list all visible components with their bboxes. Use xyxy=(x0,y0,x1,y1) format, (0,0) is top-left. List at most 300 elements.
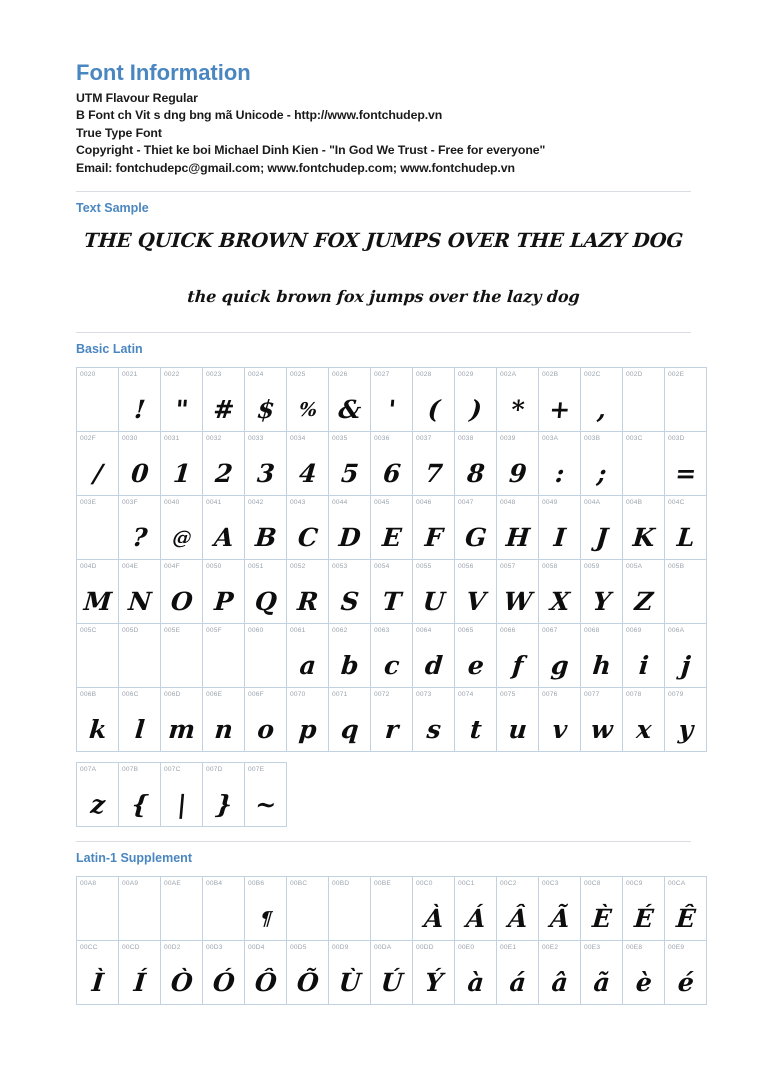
glyph-char xyxy=(77,422,119,431)
glyph-code: 0022 xyxy=(164,371,180,379)
glyph-cell[interactable] xyxy=(665,368,707,432)
glyph-cell[interactable] xyxy=(329,941,371,1005)
glyph-cell[interactable] xyxy=(329,496,371,560)
glyph-char: f xyxy=(511,651,525,681)
glyph-code: 0075 xyxy=(500,691,516,699)
glyph-code: 0071 xyxy=(332,691,348,699)
glyph-code: 004A xyxy=(584,499,601,507)
glyph-char: k xyxy=(87,715,108,745)
glyph-char: 9 xyxy=(507,459,528,489)
glyph-cell[interactable] xyxy=(161,560,203,624)
glyph-cell[interactable] xyxy=(665,688,707,752)
glyph-code: 00E8 xyxy=(626,944,643,952)
glyph-cell[interactable] xyxy=(413,432,455,496)
glyph-cell[interactable] xyxy=(287,496,329,560)
glyph-char: " xyxy=(174,395,190,425)
glyph-cell[interactable] xyxy=(329,560,371,624)
glyph-char: e xyxy=(466,651,486,681)
glyph-cell[interactable] xyxy=(119,432,161,496)
glyph-cell[interactable] xyxy=(203,368,245,432)
glyph-char: 4 xyxy=(297,459,318,489)
glyph-code: 0037 xyxy=(416,435,432,443)
glyph-cell[interactable] xyxy=(77,877,119,941)
glyph-cell[interactable] xyxy=(455,432,497,496)
glyph-char: Ã xyxy=(548,904,571,934)
glyph-cell[interactable] xyxy=(413,877,455,941)
font-info-line-email: Email: fontchudepc@gmail.com; www.fontchudep.com; www.fontchudep.vn xyxy=(76,160,515,175)
glyph-code: 005D xyxy=(122,627,139,635)
glyph-cell[interactable] xyxy=(245,368,287,432)
glyph-cell[interactable] xyxy=(539,688,581,752)
glyph-cell[interactable] xyxy=(581,432,623,496)
glyph-cell[interactable] xyxy=(539,496,581,560)
glyph-code: 002A xyxy=(500,371,517,379)
glyph-char xyxy=(77,931,119,940)
glyph-char: Ê xyxy=(675,904,697,934)
font-info-line-description: B Font ch Vit s dng bng mã Unicode - http://www.fontchudep.vn xyxy=(76,108,443,123)
glyph-char xyxy=(203,931,245,940)
glyph-code: 003A xyxy=(542,435,559,443)
glyph-cell[interactable] xyxy=(371,941,413,1005)
glyph-cell[interactable] xyxy=(245,877,287,941)
glyph-code: 0057 xyxy=(500,563,516,571)
glyph-cell[interactable] xyxy=(581,560,623,624)
glyph-cell[interactable] xyxy=(371,496,413,560)
glyph-char: | xyxy=(176,790,188,820)
glyph-char: T xyxy=(381,587,403,617)
glyph-code: 0035 xyxy=(332,435,348,443)
glyph-code: 00D9 xyxy=(332,944,349,952)
glyph-code: 007B xyxy=(122,766,139,774)
glyph-cell[interactable] xyxy=(539,624,581,688)
glyph-char: À xyxy=(422,904,445,934)
glyph-cell[interactable] xyxy=(77,496,119,560)
glyph-cell[interactable] xyxy=(77,763,119,827)
text-sample-uppercase: THE QUICK BROWN FOX JUMPS OVER THE LAZY DOG xyxy=(83,229,684,253)
section-divider xyxy=(76,191,691,192)
glyph-code: 002C xyxy=(584,371,601,379)
glyph-code: 0044 xyxy=(332,499,348,507)
glyph-char: 2 xyxy=(213,459,234,489)
glyph-char: c xyxy=(383,651,401,681)
font-info-line-name: UTM Flavour Regular xyxy=(76,91,198,105)
text-sample-lowercase: the quick brown fox jumps over the lazy dog xyxy=(186,287,581,307)
glyph-cell[interactable] xyxy=(203,877,245,941)
glyph-cell[interactable] xyxy=(497,877,539,941)
glyph-cell[interactable] xyxy=(329,688,371,752)
glyph-cell[interactable] xyxy=(623,368,665,432)
glyph-code: 0025 xyxy=(290,371,306,379)
glyph-code: 00B6 xyxy=(248,880,265,888)
glyph-code: 0077 xyxy=(584,691,600,699)
glyph-cell[interactable] xyxy=(287,688,329,752)
glyph-char: X xyxy=(548,587,571,617)
glyph-cell[interactable] xyxy=(455,496,497,560)
glyph-char: o xyxy=(256,715,276,745)
glyph-code: 00CC xyxy=(80,944,98,952)
glyph-char: t xyxy=(468,715,483,745)
glyph-code: 005F xyxy=(206,627,222,635)
glyph-code: 00C2 xyxy=(500,880,517,888)
glyph-char xyxy=(161,678,203,687)
glyph-cell[interactable] xyxy=(287,368,329,432)
glyph-char: á xyxy=(508,968,528,998)
glyph-code: 0041 xyxy=(206,499,222,507)
glyph-char: / xyxy=(92,459,104,489)
glyph-char: $ xyxy=(255,395,276,425)
glyph-cell[interactable] xyxy=(119,688,161,752)
glyph-char: à xyxy=(466,968,486,998)
glyph-cell[interactable] xyxy=(119,496,161,560)
glyph-char: Ô xyxy=(253,968,279,998)
glyph-code: 00CD xyxy=(122,944,140,952)
font-info-line-copyright: Copyright - Thiet ke boi Michael Dinh Kien - "In God We Trust - Free for everyone" xyxy=(76,143,546,158)
glyph-code: 00DD xyxy=(416,944,434,952)
glyph-code: 005A xyxy=(626,563,643,571)
glyph-row xyxy=(77,368,707,432)
glyph-code: 003F xyxy=(122,499,138,507)
glyph-char: A xyxy=(212,523,235,553)
glyph-char: Á xyxy=(464,904,487,934)
glyph-cell[interactable] xyxy=(539,877,581,941)
glyph-cell[interactable] xyxy=(455,877,497,941)
glyph-cell[interactable] xyxy=(455,624,497,688)
glyph-table-body xyxy=(77,763,287,827)
text-sample-area xyxy=(76,216,691,318)
page-content xyxy=(76,0,698,1005)
glyph-cell[interactable] xyxy=(413,941,455,1005)
glyph-char: Â xyxy=(506,904,529,934)
glyph-code: 0027 xyxy=(374,371,390,379)
glyph-cell[interactable] xyxy=(539,432,581,496)
glyph-char: l xyxy=(133,715,146,745)
glyph-cell[interactable] xyxy=(161,877,203,941)
glyph-char: 8 xyxy=(465,459,486,489)
glyph-cell[interactable] xyxy=(371,368,413,432)
basic-latin-tables xyxy=(76,367,698,827)
glyph-code: 007E xyxy=(248,766,265,774)
glyph-code: 004C xyxy=(668,499,685,507)
glyph-code: 00C3 xyxy=(542,880,559,888)
glyph-cell[interactable] xyxy=(119,624,161,688)
glyph-code: 0020 xyxy=(80,371,96,379)
glyph-cell[interactable] xyxy=(203,763,245,827)
section-divider xyxy=(76,332,691,333)
glyph-code: 0067 xyxy=(542,627,558,635)
glyph-char: j xyxy=(680,651,692,681)
glyph-row xyxy=(77,560,707,624)
glyph-cell[interactable] xyxy=(77,941,119,1005)
glyph-code: 006F xyxy=(248,691,264,699)
glyph-code: 005E xyxy=(164,627,181,635)
glyph-cell[interactable] xyxy=(581,496,623,560)
glyph-char: { xyxy=(130,790,150,820)
glyph-code: 0042 xyxy=(248,499,264,507)
glyph-cell[interactable] xyxy=(245,496,287,560)
glyph-char: L xyxy=(675,523,696,553)
glyph-cell[interactable] xyxy=(77,624,119,688)
glyph-cell[interactable] xyxy=(497,432,539,496)
glyph-code: 002D xyxy=(626,371,643,379)
glyph-cell[interactable] xyxy=(329,368,371,432)
glyph-cell[interactable] xyxy=(455,688,497,752)
glyph-char: w xyxy=(589,715,614,745)
glyph-cell[interactable] xyxy=(497,941,539,1005)
glyph-char: R xyxy=(296,587,320,617)
font-info-line-type: True Type Font xyxy=(76,125,162,140)
glyph-cell[interactable] xyxy=(497,560,539,624)
glyph-cell[interactable] xyxy=(371,688,413,752)
glyph-cell[interactable] xyxy=(329,624,371,688)
glyph-cell[interactable] xyxy=(497,624,539,688)
glyph-code: 00D5 xyxy=(290,944,307,952)
glyph-cell[interactable] xyxy=(581,877,623,941)
glyph-code: 00A8 xyxy=(80,880,97,888)
glyph-cell[interactable] xyxy=(623,877,665,941)
glyph-char: N xyxy=(127,587,153,617)
glyph-char: Í xyxy=(132,968,148,998)
glyph-char: % xyxy=(298,399,319,422)
glyph-cell[interactable] xyxy=(497,688,539,752)
glyph-cell[interactable] xyxy=(77,688,119,752)
glyph-cell[interactable] xyxy=(119,941,161,1005)
glyph-cell[interactable] xyxy=(371,560,413,624)
glyph-char: n xyxy=(213,715,235,745)
glyph-char xyxy=(665,422,707,431)
glyph-char: } xyxy=(214,790,234,820)
glyph-char xyxy=(203,678,245,687)
glyph-cell[interactable] xyxy=(161,368,203,432)
glyph-code: 0073 xyxy=(416,691,432,699)
glyph-cell[interactable] xyxy=(539,368,581,432)
glyph-char: : xyxy=(554,459,566,489)
glyph-code: 0026 xyxy=(332,371,348,379)
glyph-char: S xyxy=(339,587,361,617)
glyph-char: s xyxy=(425,715,443,745)
glyph-cell[interactable] xyxy=(77,432,119,496)
glyph-cell[interactable] xyxy=(623,496,665,560)
glyph-code: 0034 xyxy=(290,435,306,443)
glyph-cell[interactable] xyxy=(203,941,245,1005)
glyph-cell[interactable] xyxy=(623,432,665,496)
glyph-char: v xyxy=(551,715,569,745)
glyph-char: W xyxy=(502,587,534,617)
glyph-code: 006A xyxy=(668,627,685,635)
section-title-latin1-supplement: Latin-1 Supplement xyxy=(76,851,192,866)
glyph-code: 0024 xyxy=(248,371,264,379)
glyph-cell[interactable] xyxy=(161,496,203,560)
glyph-cell[interactable] xyxy=(119,763,161,827)
glyph-code: 006C xyxy=(122,691,139,699)
glyph-cell[interactable] xyxy=(455,941,497,1005)
glyph-code: 00C9 xyxy=(626,880,643,888)
glyph-char: Ý xyxy=(423,968,445,998)
glyph-cell[interactable] xyxy=(623,560,665,624)
glyph-cell[interactable] xyxy=(623,688,665,752)
glyph-cell[interactable] xyxy=(455,560,497,624)
font-info-block xyxy=(76,90,691,177)
glyph-cell[interactable] xyxy=(245,624,287,688)
glyph-cell[interactable] xyxy=(287,941,329,1005)
glyph-char: ~ xyxy=(254,790,278,820)
glyph-code: 0040 xyxy=(164,499,180,507)
glyph-char: C xyxy=(296,523,320,553)
glyph-cell[interactable] xyxy=(497,496,539,560)
glyph-cell[interactable] xyxy=(665,496,707,560)
glyph-char: a xyxy=(298,651,318,681)
glyph-char: g xyxy=(549,651,570,681)
glyph-char xyxy=(119,678,161,687)
glyph-cell[interactable] xyxy=(581,941,623,1005)
glyph-char: # xyxy=(212,395,236,425)
glyph-code: 00BC xyxy=(290,880,308,888)
glyph-cell[interactable] xyxy=(77,560,119,624)
glyph-cell[interactable] xyxy=(371,877,413,941)
glyph-cell[interactable] xyxy=(245,560,287,624)
glyph-cell[interactable] xyxy=(329,432,371,496)
glyph-cell[interactable] xyxy=(539,941,581,1005)
glyph-code: 0069 xyxy=(626,627,642,635)
glyph-char: é xyxy=(676,968,696,998)
glyph-char: d xyxy=(423,651,444,681)
glyph-code: 00D2 xyxy=(164,944,181,952)
glyph-code: 003D xyxy=(668,435,685,443)
glyph-char xyxy=(371,931,413,940)
glyph-cell[interactable] xyxy=(413,496,455,560)
glyph-cell[interactable] xyxy=(413,688,455,752)
glyph-char: H xyxy=(504,523,531,553)
glyph-cell[interactable] xyxy=(203,496,245,560)
glyph-code: 003E xyxy=(80,499,97,507)
glyph-code: 0021 xyxy=(122,371,138,379)
glyph-cell[interactable] xyxy=(287,432,329,496)
glyph-code: 007C xyxy=(164,766,181,774)
glyph-row xyxy=(77,496,707,560)
glyph-code: 0074 xyxy=(458,691,474,699)
glyph-cell[interactable] xyxy=(497,368,539,432)
glyph-char: ¶ xyxy=(259,908,274,931)
glyph-code: 0047 xyxy=(458,499,474,507)
glyph-cell[interactable] xyxy=(455,368,497,432)
glyph-code: 00C0 xyxy=(416,880,433,888)
glyph-cell[interactable] xyxy=(119,560,161,624)
glyph-char xyxy=(119,931,161,940)
glyph-code: 004D xyxy=(80,563,97,571)
glyph-code: 0054 xyxy=(374,563,390,571)
glyph-char: Õ xyxy=(295,968,321,998)
glyph-cell[interactable] xyxy=(581,368,623,432)
glyph-cell[interactable] xyxy=(245,432,287,496)
glyph-cell[interactable] xyxy=(287,560,329,624)
glyph-code: 0060 xyxy=(248,627,264,635)
glyph-char: ? xyxy=(131,523,149,553)
glyph-code: 0033 xyxy=(248,435,264,443)
glyph-cell[interactable] xyxy=(665,560,707,624)
glyph-char: 7 xyxy=(423,459,444,489)
glyph-code: 0028 xyxy=(416,371,432,379)
section-text-sample xyxy=(76,191,691,318)
glyph-cell[interactable] xyxy=(245,941,287,1005)
glyph-cell[interactable] xyxy=(623,941,665,1005)
glyph-cell[interactable] xyxy=(161,763,203,827)
glyph-char: @ xyxy=(171,527,193,550)
glyph-cell[interactable] xyxy=(623,624,665,688)
glyph-cell[interactable] xyxy=(329,877,371,941)
glyph-code: 0070 xyxy=(290,691,306,699)
glyph-cell[interactable] xyxy=(371,624,413,688)
glyph-cell[interactable] xyxy=(287,624,329,688)
glyph-char: & xyxy=(337,395,363,425)
glyph-code: 00E2 xyxy=(542,944,559,952)
glyph-cell[interactable] xyxy=(665,941,707,1005)
glyph-char: + xyxy=(548,395,572,425)
glyph-code: 0078 xyxy=(626,691,642,699)
glyph-char: 1 xyxy=(171,459,192,489)
glyph-char xyxy=(161,931,203,940)
glyph-code: 0059 xyxy=(584,563,600,571)
glyph-cell[interactable] xyxy=(413,624,455,688)
glyph-cell[interactable] xyxy=(203,624,245,688)
glyph-cell[interactable] xyxy=(665,877,707,941)
glyph-char xyxy=(245,678,287,687)
glyph-char: G xyxy=(463,523,488,553)
glyph-cell[interactable] xyxy=(119,368,161,432)
glyph-cell[interactable] xyxy=(665,432,707,496)
glyph-row xyxy=(77,763,287,827)
glyph-cell[interactable] xyxy=(287,877,329,941)
glyph-cell[interactable] xyxy=(161,688,203,752)
glyph-code: 0036 xyxy=(374,435,390,443)
glyph-row xyxy=(77,688,707,752)
glyph-char: J xyxy=(594,523,610,553)
glyph-cell[interactable] xyxy=(539,560,581,624)
glyph-char: D xyxy=(337,523,363,553)
glyph-code: 0072 xyxy=(374,691,390,699)
glyph-cell[interactable] xyxy=(119,877,161,941)
glyph-cell[interactable] xyxy=(161,432,203,496)
glyph-cell[interactable] xyxy=(161,941,203,1005)
glyph-char: Ù xyxy=(337,968,363,998)
glyph-cell[interactable] xyxy=(245,763,287,827)
glyph-code: 005C xyxy=(80,627,97,635)
glyph-char: F xyxy=(423,523,445,553)
glyph-char: r xyxy=(384,715,400,745)
glyph-cell[interactable] xyxy=(371,432,413,496)
glyph-char: u xyxy=(507,715,529,745)
glyph-char: Ò xyxy=(169,968,195,998)
glyph-char xyxy=(329,931,371,940)
glyph-code: 00D3 xyxy=(206,944,223,952)
glyph-cell[interactable] xyxy=(203,432,245,496)
glyph-cell[interactable] xyxy=(581,688,623,752)
glyph-cell[interactable] xyxy=(413,368,455,432)
glyph-code: 007A xyxy=(80,766,97,774)
glyph-cell[interactable] xyxy=(245,688,287,752)
glyph-cell[interactable] xyxy=(665,624,707,688)
glyph-char: Ó xyxy=(211,968,237,998)
glyph-cell[interactable] xyxy=(203,560,245,624)
glyph-cell[interactable] xyxy=(77,368,119,432)
glyph-char xyxy=(623,422,665,431)
glyph-code: 00CA xyxy=(668,880,686,888)
glyph-cell[interactable] xyxy=(161,624,203,688)
glyph-cell[interactable] xyxy=(203,688,245,752)
glyph-code: 0045 xyxy=(374,499,390,507)
glyph-cell[interactable] xyxy=(413,560,455,624)
glyph-cell[interactable] xyxy=(581,624,623,688)
glyph-code: 0066 xyxy=(500,627,516,635)
glyph-char: â xyxy=(550,968,570,998)
